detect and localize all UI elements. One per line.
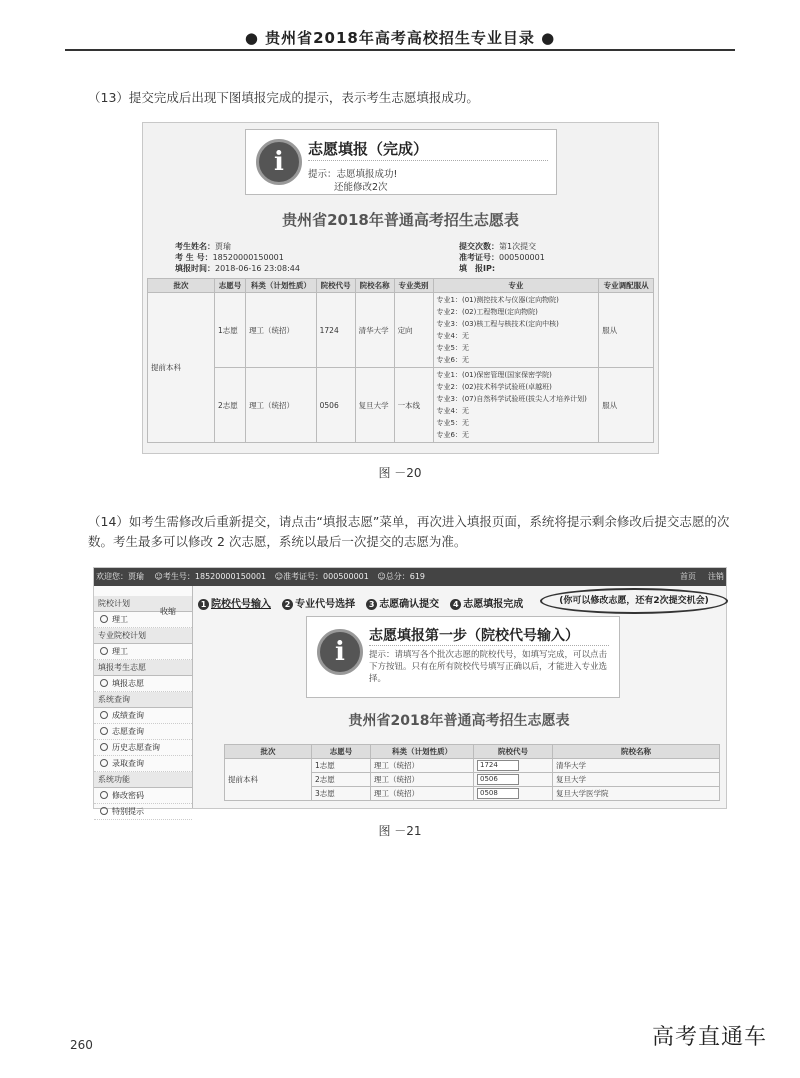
name-value: 贾瑜	[215, 242, 231, 251]
popup-title: 志愿填报（完成）	[308, 140, 429, 158]
figure-21-screenshot	[93, 567, 727, 816]
name-label: 考生姓名：	[175, 242, 215, 251]
bullet-icon	[100, 647, 108, 655]
remaining-chances-note: (你可以修改志愿，还有2次提交机会)	[540, 588, 728, 614]
volunteer-no: 1志愿	[215, 293, 246, 368]
form-title: 贵州省2018年普通高考招生志愿表	[282, 211, 519, 229]
exam-no-value: 18520000150001	[212, 253, 284, 262]
user-icon: ☺	[274, 572, 284, 581]
table-row	[225, 759, 720, 773]
exam-no-label: 考 生 号：	[175, 253, 213, 262]
batch-cell: 提前本科	[148, 293, 215, 443]
figure-21-caption: 图 －21	[378, 824, 422, 838]
major-item: 专业6：无	[436, 356, 469, 364]
ticket-value: 000500001	[499, 253, 545, 262]
sidebar-group-system[interactable]: 系统功能	[94, 772, 192, 788]
bullet-icon	[100, 727, 108, 735]
info-icon: i	[256, 139, 302, 185]
table-row	[148, 368, 654, 443]
count-label: 提交次数：	[459, 242, 499, 251]
major-item: 专业4：无	[436, 332, 469, 340]
adjust-cell: 服从	[599, 293, 654, 368]
sidebar-group-major-plan[interactable]: 专业院校计划	[94, 628, 192, 644]
header-number: 志愿号	[312, 745, 371, 759]
header-batch: 批次	[148, 279, 215, 293]
step-3: 3 志愿确认提交	[366, 599, 439, 610]
header-code: 院校代号	[316, 279, 355, 293]
code-cell: 0506	[316, 368, 355, 443]
major-item: 专业1：(01)测控技术与仪器(定向物院)	[436, 296, 559, 304]
step-1: 1 院校代号输入	[198, 599, 271, 610]
bullet-icon	[100, 807, 108, 815]
college-code-input[interactable]: 0508	[477, 788, 519, 799]
candidate-info-right	[459, 241, 639, 274]
user-icon: ☺	[377, 572, 386, 581]
adjust-cell: 服从	[599, 368, 654, 443]
step-2: 2 专业代号选择	[282, 599, 355, 610]
header-school: 院校名称	[355, 279, 394, 293]
step-indicator	[198, 592, 538, 611]
volunteer-table	[147, 278, 654, 443]
kind-cell: 理工（统招）	[246, 368, 317, 443]
bullet-icon	[100, 743, 108, 751]
bullet-icon	[100, 615, 108, 623]
header-number: 志愿号	[215, 279, 246, 293]
page-number: 260	[70, 1038, 93, 1052]
school-cell: 清华大学	[355, 293, 394, 368]
sidebar	[94, 586, 193, 816]
sidebar-group-query[interactable]: 系统查询	[94, 692, 192, 708]
sidebar-item-score[interactable]: 成绩查询	[94, 708, 192, 724]
step-one-popup	[306, 616, 620, 698]
sidebar-item-history[interactable]: 历史志愿查询	[94, 740, 192, 756]
code-cell: 1724	[316, 293, 355, 368]
paragraph-13: （13）提交完成后出现下图填报完成的提示，表示考生志愿填报成功。	[88, 90, 479, 105]
bullet-icon	[100, 759, 108, 767]
sidebar-item-password[interactable]: 修改密码	[94, 788, 192, 804]
header-school: 院校名称	[553, 745, 720, 759]
major-item: 专业6：无	[436, 431, 469, 439]
kind-cell: 理工（统招）	[371, 787, 474, 801]
info-icon: i	[317, 629, 363, 675]
volunteer-no: 2志愿	[215, 368, 246, 443]
home-link[interactable]: 首页	[680, 572, 696, 581]
sidebar-item-notice[interactable]: 特别提示	[94, 804, 192, 820]
popup-text: 提示：请填写各个批次志愿的院校代号，如填写完成，可以点击下方按钮。只有在所有院校代号填写正确以后，才能进入专业选择。	[369, 650, 608, 684]
popup-title: 志愿填报第一步（院校代号输入）	[369, 628, 579, 644]
bullet-icon	[100, 711, 108, 719]
batch-cell: 提前本科	[225, 759, 312, 801]
header-code: 院校代号	[474, 745, 553, 759]
user-icon: ☺	[154, 572, 163, 581]
school-cell: 复旦大学医学院	[553, 787, 720, 801]
header-batch: 批次	[225, 745, 312, 759]
popup-line-1: 提示：志愿填报成功!	[308, 169, 398, 180]
header-category: 科类（计划性质）	[246, 279, 317, 293]
brand-watermark: 高考直通车	[652, 1025, 768, 1050]
count-value: 第1次提交	[499, 242, 537, 251]
popup-line-2: 还能修改2次	[334, 182, 388, 193]
score-text: 总分：619	[385, 572, 426, 581]
sidebar-group-college-plan[interactable]: 院校计划	[94, 596, 192, 612]
form-title: 贵州省2018年普通高考招生志愿表	[348, 713, 570, 729]
header-major: 专业	[433, 279, 599, 293]
sidebar-group-fill[interactable]: 填报考生志愿	[94, 660, 192, 676]
major-item: 专业2：(02)技术科学试验班(卓越班)	[436, 383, 552, 391]
sidebar-item-admission[interactable]: 录取查询	[94, 756, 192, 772]
bullet-icon	[100, 679, 108, 687]
welcome-text: 欢迎您：贾瑜	[96, 572, 144, 581]
header-category: 科类（计划性质）	[371, 745, 474, 759]
time-label: 填报时间：	[175, 264, 215, 273]
major-item: 专业3：(03)核工程与核技术(定向中核)	[436, 320, 559, 328]
collapse-button[interactable]: 收缩	[160, 607, 176, 616]
ticket-label: 准考证号：	[459, 253, 499, 262]
running-header: ● 贵州省2018年高考高校招生专业目录 ●	[244, 29, 556, 47]
major-item: 专业4：无	[436, 407, 469, 415]
school-cell: 清华大学	[553, 759, 720, 773]
volunteer-no: 2志愿	[312, 773, 371, 787]
logout-link[interactable]: 注销	[708, 572, 724, 581]
time-value: 2018-06-16 23:08:44	[215, 264, 300, 273]
candidate-info-left	[175, 241, 395, 274]
header-rule	[65, 49, 735, 51]
type-cell: 一本线	[394, 368, 433, 443]
kind-cell: 理工（统招）	[246, 293, 317, 368]
table-row	[148, 293, 654, 368]
figure-20-caption: 图 －20	[378, 466, 422, 480]
bullet-icon	[100, 791, 108, 799]
major-item: 专业5：无	[436, 344, 469, 352]
kind-cell: 理工（统招）	[371, 773, 474, 787]
header-adjust: 专业调配服从	[599, 279, 654, 293]
sidebar-item-science[interactable]: 理工	[94, 644, 192, 660]
ip-label: 填 报IP:	[459, 264, 496, 273]
top-bar	[94, 568, 726, 586]
major-item: 专业3：(07)自然科学试验班(拔尖人才培养计划)	[436, 395, 587, 403]
sidebar-item-science[interactable]: 理工	[94, 612, 192, 628]
majors-cell	[433, 293, 599, 368]
college-code-input[interactable]: 1724	[477, 760, 519, 771]
school-cell: 复旦大学	[553, 773, 720, 787]
step-4: 4 志愿填报完成	[450, 599, 523, 610]
major-item: 专业2：(02)工程物理(定向物院)	[436, 308, 538, 316]
ticket-no-text: 准考证号：000500001	[283, 572, 369, 581]
major-item: 专业5：无	[436, 419, 469, 427]
college-code-input[interactable]: 0506	[477, 774, 519, 785]
college-code-table	[224, 744, 720, 801]
figure-20-screenshot	[142, 122, 659, 454]
type-cell: 定向	[394, 293, 433, 368]
paragraph-14: （14）如考生需修改后重新提交，请点击“填报志愿”菜单，再次进入填报页面，系统将提示剩余修改后提交志愿的次数。考生最多可以修改 2 次志愿，系统以最后一次提交的志愿为准。	[88, 514, 730, 549]
majors-cell	[433, 368, 599, 443]
major-item: 专业1：(01)保密管理(国家保密学院)	[436, 371, 552, 379]
header-type: 专业类别	[394, 279, 433, 293]
volunteer-no: 3志愿	[312, 787, 371, 801]
sidebar-item-volunteer[interactable]: 志愿查询	[94, 724, 192, 740]
completion-popup	[245, 129, 557, 195]
volunteer-no: 1志愿	[312, 759, 371, 773]
sidebar-item-fill[interactable]: 填报志愿	[94, 676, 192, 692]
kind-cell: 理工（统招）	[371, 759, 474, 773]
school-cell: 复旦大学	[355, 368, 394, 443]
exam-no-text: 考生号：18520000150001	[162, 572, 267, 581]
